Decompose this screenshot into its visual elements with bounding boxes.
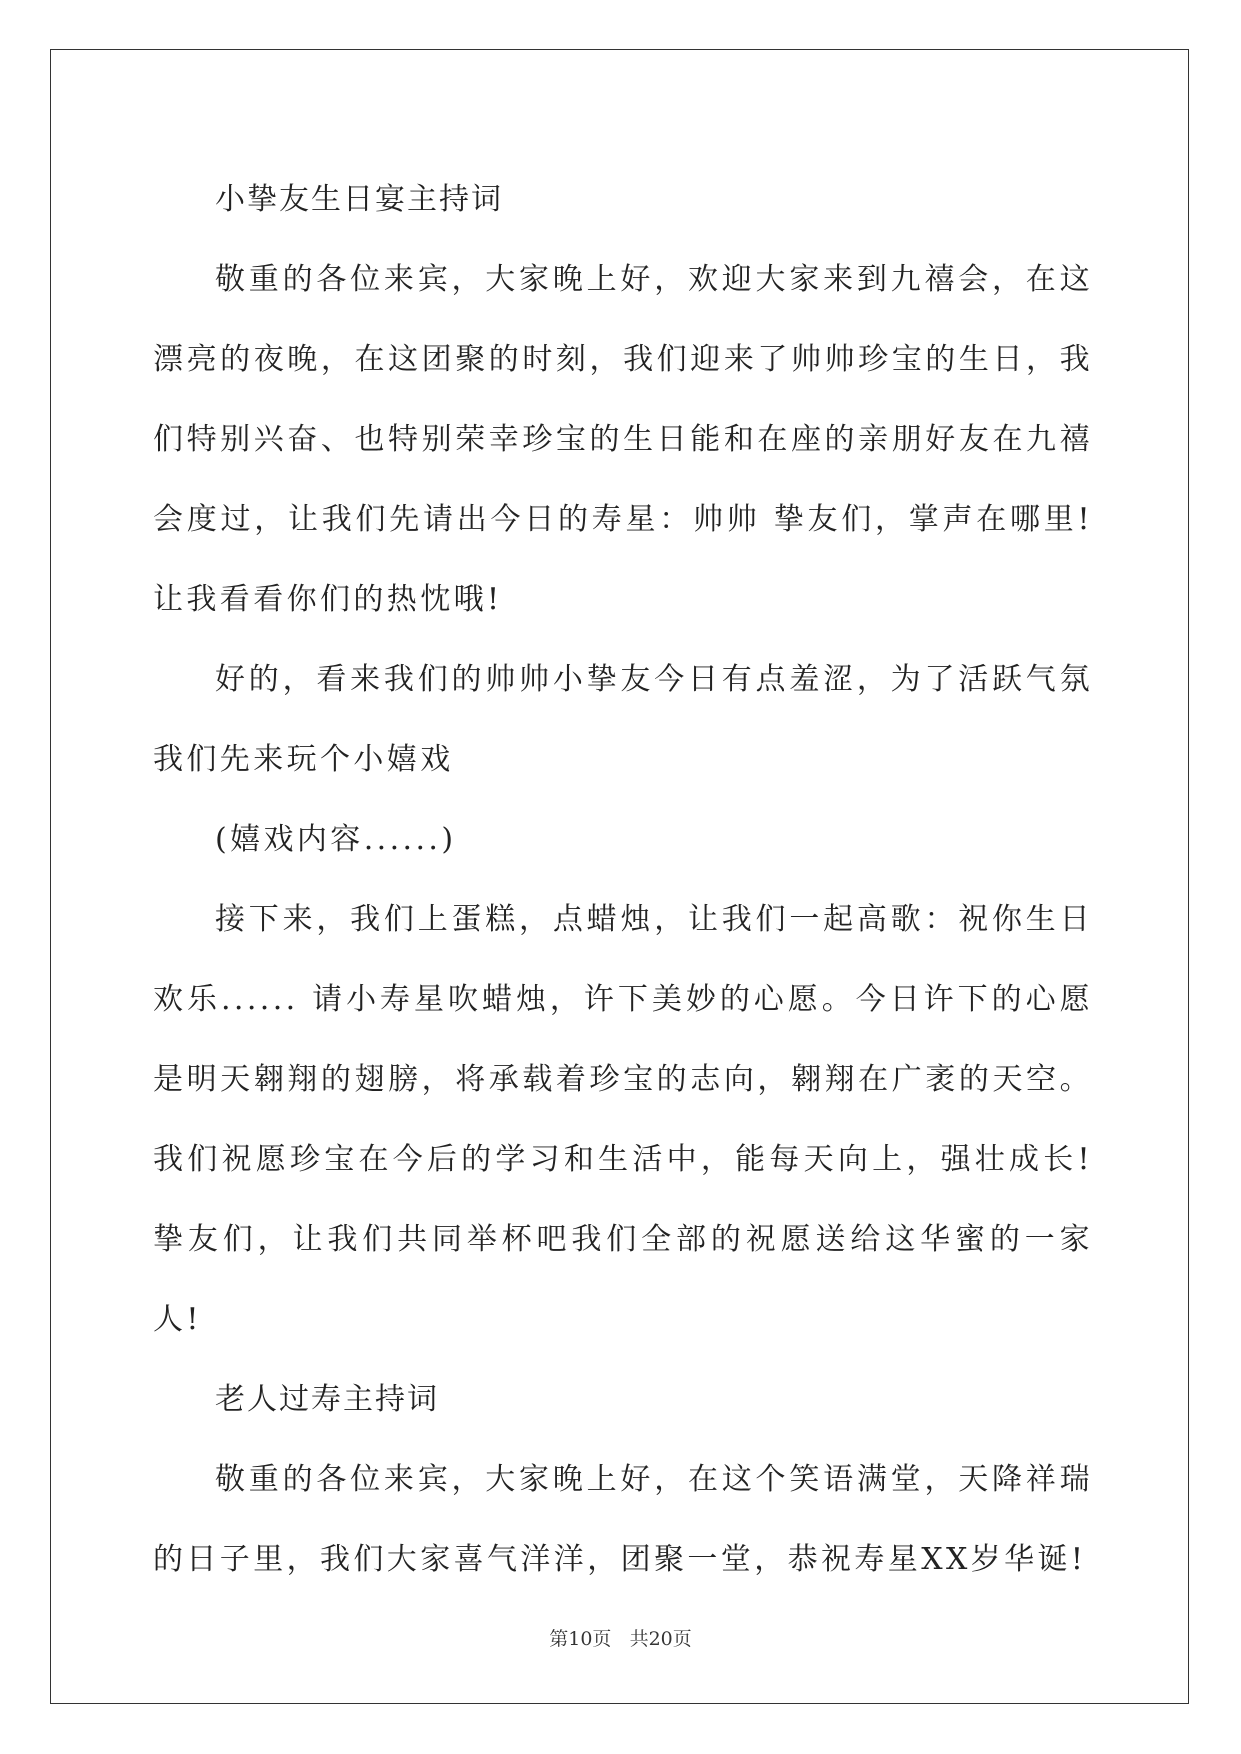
page-footer [0, 1624, 1241, 1651]
paragraph-elder-welcome: 敬重的各位来宾，大家晚上好，在这个笑语满堂，天降祥瑞的日子里，我们大家喜气洋洋，团聚一堂，恭祝寿星XX岁华诞! [153, 1462, 1093, 1577]
paragraph-game-content: (嬉戏内容......) [215, 822, 457, 857]
paragraph-game-intro: 好的，看来我们的帅帅小挚友今日有点羞涩，为了活跃气氛我们先来玩个小嬉戏 [153, 662, 1093, 777]
page-total: 共20页 [629, 1628, 692, 1650]
document-body [153, 160, 1093, 1600]
page-number: 第10页 [549, 1628, 612, 1650]
paragraph-welcome: 敬重的各位来宾，大家晚上好，欢迎大家来到九禧会，在这漂亮的夜晚，在这团聚的时刻，我们迎来了帅帅珍宝的生日，我们特别兴奋、也特别荣幸珍宝的生日能和在座的亲朋好友在九禧会度过，让我们先请出今日的寿星：帅帅 挚友们，掌声在哪里!让我看看你们的热忱哦! [153, 262, 1093, 617]
paragraph-cake: 接下来，我们上蛋糕，点蜡烛，让我们一起高歌：祝你生日欢乐...... 请小寿星吹蜡烛，许下美妙的心愿。今日许下的心愿是明天翱翔的翅膀，将承载着珍宝的志向，翱翔在广袤的天空。我们祝愿珍宝在今后的学习和生活中，能每天向上，强壮成长!挚友们，让我们共同举杯吧我们全部的祝愿送给这华蜜的一家人! [153, 902, 1093, 1337]
section-title-birthday: 小挚友生日宴主持词 [215, 182, 503, 217]
section-title-elder: 老人过寿主持词 [215, 1382, 439, 1417]
